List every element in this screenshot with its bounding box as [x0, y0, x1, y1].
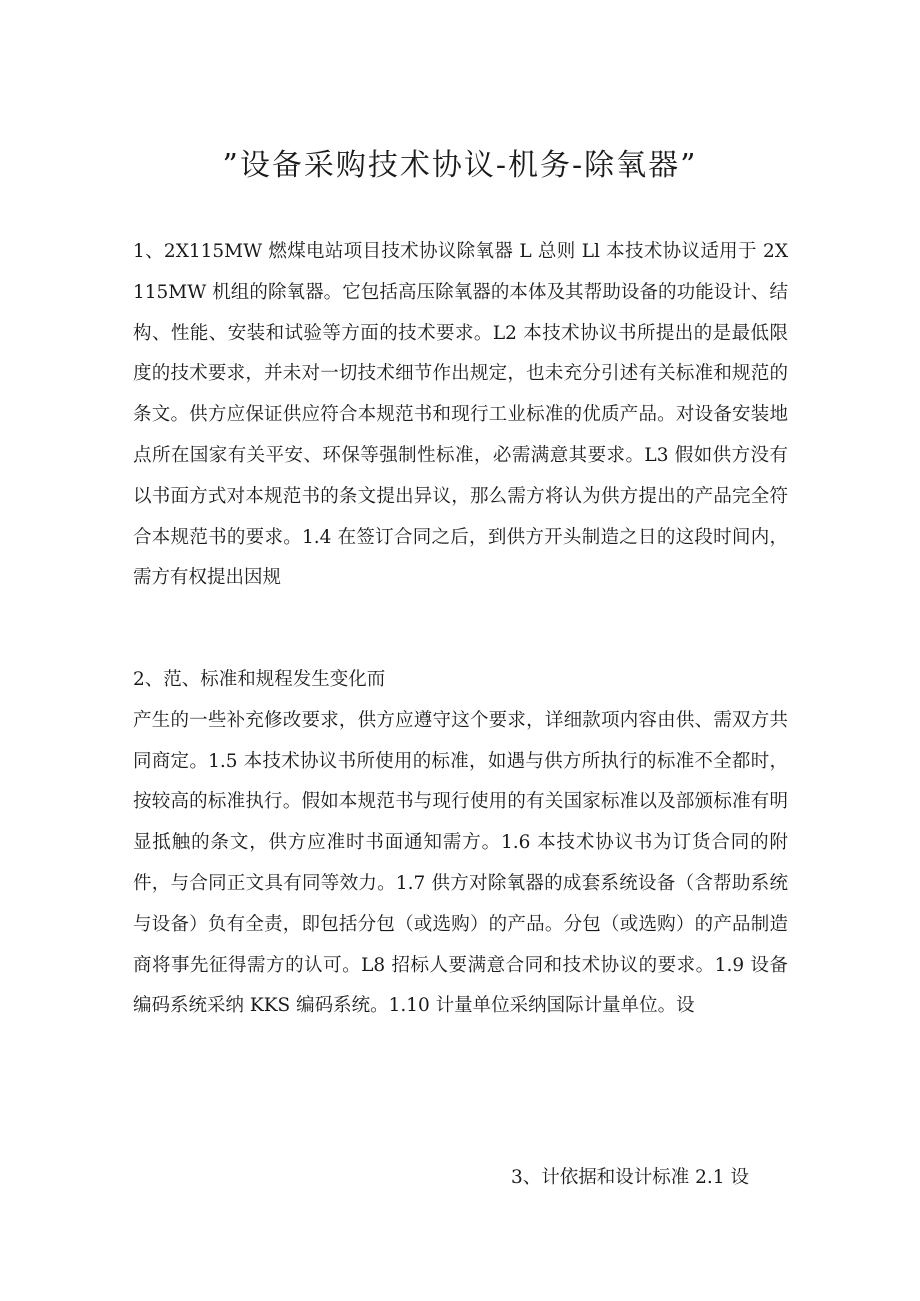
- document-title: ”设备采购技术协议-机务-除氧器”: [222, 148, 698, 183]
- paragraph-3: 3、计依据和设计标准 2.1 设: [511, 1167, 749, 1188]
- paragraph-2: [133, 660, 788, 1027]
- paragraph-2-body: 产生的一些补充修改要求，供方应遵守这个要求，详细款项内容由供、需双方共同商定。1.5 本技术协议书所使用的标准，如遇与供方所执行的标准不全都时，按较高的标准执行。假如本规范书与现行使用的有关国家标准以及部颁标准有明显抵触的条文，供方应准时书面通知需方。1.6 本技术协议书为订货合同的附件，与合同正文具有同等效力。1.7 供方对除氧器的成套系统设备（含帮助系统与设备）负有全责，即包括分包（或选购）的产品。分包（或选购）的产品制造商将事先征得需方的认可。L8 招标人要满意合同和技术协议的要求。1.9 设备编码系统采纳 KKS 编码系统。1.10 计量单位采纳国际计量单位。设: [133, 709, 788, 1017]
- paragraph-2-lead: 2、范、标准和规程发生变化而: [133, 669, 386, 690]
- paragraph-1: 1、2X115MW 燃煤电站项目技术协议除氧器 L 总则 Ll 本技术协议适用于 2X115MW 机组的除氧器。它包括高压除氧器的本体及其帮助设备的功能设计、结构、性能、安装和试验等方面的技术要求。L2 本技术协议书所提出的是最低限度的技术要求，并未对一切技术细节作出规定，也未充分引述有关标准和规范的条文。供方应保证供应符合本规范书和现行工业标准的优质产品。对设备安装地点所在国家有关平安、环保等强制性标准，必需满意其要求。L3 假如供方没有以书面方式对本规范书的条文提出异议，那么需方将认为供方提出的产品完全符合本规范书的要求。1.4 在签订合同之后，到供方开头制造之日的这段时间内，需方有权提出因规: [133, 241, 788, 589]
